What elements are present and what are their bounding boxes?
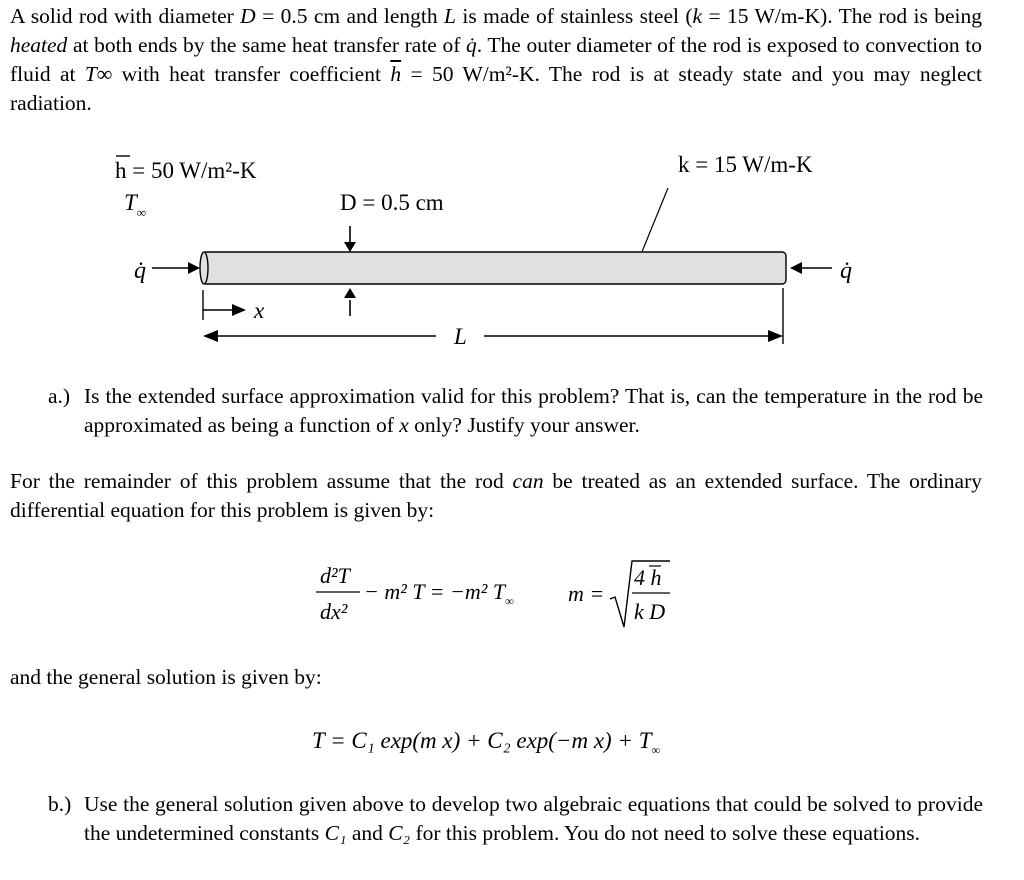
length-arrow-right — [768, 330, 783, 342]
htc-label: h = 50 W/m²-K — [115, 158, 257, 183]
part-b-c1: C₁ — [324, 821, 347, 845]
heat-rate-symbol: q̇ — [466, 33, 477, 57]
ode-numerator: d²T — [320, 563, 350, 588]
x-axis-label: x — [254, 298, 265, 323]
solution-text: T = C₁ exp(m x) + C₂ exp(−m $x) + T_\infty$ — [312, 728, 661, 757]
heat-rate-left-label: q̇ — [134, 258, 146, 284]
heat-rate-right-label: q̇ — [840, 258, 852, 284]
part-a-text-2: only? Justify your answer. — [408, 413, 640, 437]
part-a-label: a.) — [48, 384, 71, 408]
part-a-x: x — [399, 413, 409, 437]
length-arrow-left — [203, 330, 218, 342]
intro-text-2: = 0.5 cm and length — [255, 4, 445, 28]
ode-denominator: dx² — [320, 599, 348, 624]
part-b-c2: C₂ — [388, 821, 411, 845]
htc-symbol: $\overline{h}$ — [390, 62, 402, 86]
remainder-statement — [10, 467, 982, 525]
part-a-question — [84, 382, 983, 440]
part-a-text-1: Is the extended surface approximation valid for this problem? That is, can the temperature in the rod be approximated as being a function of — [84, 384, 983, 437]
diameter-arrow-bottom-head — [344, 288, 356, 298]
x-axis-head — [232, 304, 246, 316]
general-solution-intro: and the general solution is given by: — [10, 665, 322, 689]
heat-rate-left-head — [188, 262, 200, 274]
intro-text-4: = 15 W/m-K). The rod is being — [702, 4, 982, 28]
m-denominator: k D — [634, 599, 666, 624]
m-definition-lhs: m = — [568, 581, 605, 606]
general-solution — [310, 718, 730, 762]
diameter-symbol: D — [240, 4, 256, 28]
intro-text-3: is made of stainless steel ( — [456, 4, 693, 28]
intro-text-6: . The outer diameter of the rod is exposed to convection to fluid at — [10, 33, 983, 86]
part-a — [48, 382, 983, 440]
part-b-question — [84, 790, 983, 848]
conductivity-symbol: k — [692, 4, 703, 28]
rod-diagram — [0, 140, 1024, 360]
part-b-text-2: for this problem. You do not need to solve these equations. — [410, 821, 921, 845]
part-b-and: and — [346, 821, 389, 845]
diameter-arrow-top-head — [344, 242, 356, 252]
heated-word: heated — [10, 33, 68, 57]
intro-text-5: at both ends by the same heat transfer rate of — [67, 33, 467, 57]
rod-body — [202, 252, 786, 284]
remainder-text-2: be treated as an extended surface. The ordinary differential equation for this problem is given by: — [10, 469, 982, 522]
remainder-can: can — [512, 469, 544, 493]
ode-equation — [300, 555, 700, 635]
length-symbol: L — [444, 4, 456, 28]
intro-text-1: A solid rod with diameter — [10, 4, 241, 28]
heat-rate-right-head — [790, 262, 802, 274]
intro-text-7: with heat transfer coefficient — [112, 62, 391, 86]
intro-text-8: = 50 W/m²-K. The rod is at steady state and you may neglect radiation. — [10, 62, 983, 115]
fluid-temp-label: $T_\infty$ — [124, 190, 147, 220]
part-b-label: b.) — [48, 792, 72, 816]
m-numerator: 4 h — [634, 565, 662, 590]
diameter-label: D = 0.5 cm — [340, 190, 444, 215]
rod-left-end — [200, 252, 208, 284]
length-label: L — [454, 324, 467, 349]
remainder-text-1: For the remainder of this problem assume that the rod — [10, 469, 513, 493]
part-b-text-1: Use the general solution given above to develop two algebraic equations that could be solved to provide the undetermined constants — [84, 792, 983, 845]
ode-rest: − m² T = −m² $T_\infty$ — [364, 579, 514, 608]
conductivity-label: k = 15 W/m-K — [678, 152, 813, 177]
problem-statement — [10, 2, 982, 118]
fluid-temp-symbol: T∞ — [84, 62, 113, 86]
part-b — [48, 790, 983, 848]
